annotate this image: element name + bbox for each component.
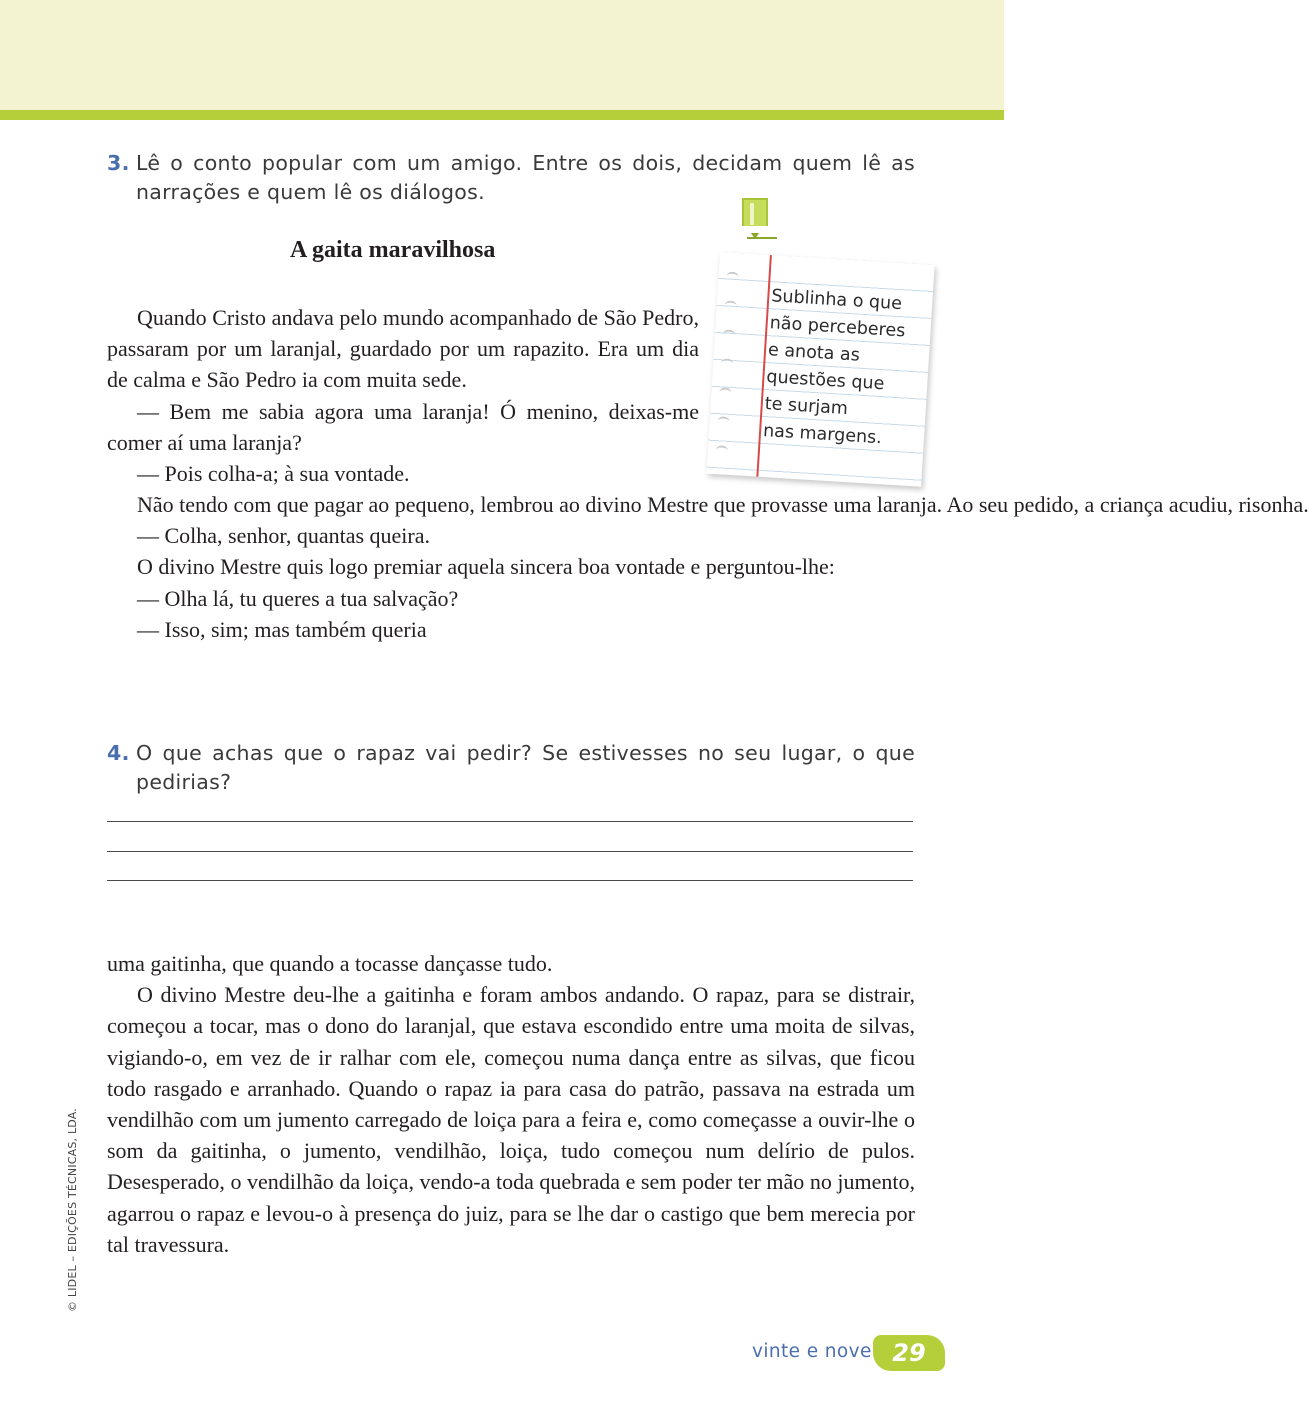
answer-line[interactable]	[107, 851, 913, 852]
story-paragraph: Quando Cristo andava pelo mundo acompanhado de São Pedro, passaram por um laranjal, guardado por um rapazito. Era um dia de calma e São Pedro ia com muita sede.	[107, 305, 699, 393]
note-line: Sublinha o que	[770, 286, 903, 315]
note-line: e anota as	[767, 340, 861, 366]
story-dialogue: — Pois colha-a; à sua vontade.	[137, 461, 410, 487]
note-text	[762, 283, 932, 454]
story-part-1-wide	[107, 489, 1309, 645]
exercise-3	[107, 149, 915, 207]
story-dialogue: — Colha, senhor, quantas queira.	[137, 523, 430, 549]
sticky-note	[706, 252, 934, 487]
page-number-badge: 29	[873, 1335, 945, 1371]
story-title: A gaita maravilhosa	[290, 237, 496, 263]
story-part-2	[107, 948, 915, 1260]
story-paragraph: uma gaitinha, que quando a tocasse dançasse tudo.	[107, 951, 553, 976]
exercise-3-number: 3.	[107, 151, 130, 175]
exercise-4-number: 4.	[107, 741, 130, 765]
story-paragraph: Não tendo com que pagar ao pequeno, lembrou ao divino Mestre que provasse uma laranja. Ao seu pedido, a criança acudiu, risonha.	[137, 492, 1309, 517]
arrow-down-icon	[747, 233, 777, 243]
note-line: questões que	[765, 367, 885, 395]
story-dialogue: — Bem me sabia agora uma laranja! Ó menino, deixas-me comer aí uma laranja?	[107, 398, 699, 455]
story-dialogue: — Isso, sim; mas também queria	[137, 616, 427, 642]
header-band	[0, 0, 1004, 110]
note-line: não perceberes	[769, 313, 906, 342]
note-line: nas margens.	[762, 420, 883, 449]
copyright: © LIDEL – EDIÇÕES TÉCNICAS, LDA.	[66, 1108, 79, 1312]
exercise-3-text: Lê o conto popular com um amigo. Entre os dois, decidam quem lê as narrações e quem lê os diálogos.	[136, 151, 915, 204]
header-rule	[0, 110, 1004, 120]
page-number-words: vinte e nove	[752, 1341, 872, 1362]
bookmark-icon	[742, 198, 768, 226]
story-dialogue: — Olha lá, tu queres a tua salvação?	[137, 585, 459, 611]
story-paragraph: O divino Mestre deu-lhe a gaitinha e foram ambos andando. O rapaz, para se distrair, começou a tocar, mas o dono do laranjal, que estava escondido entre uma moita de silvas, vigiando-o, em vez de ir ralhar com ele, começou numa dança entre as silvas, que ficou todo rasgado e arranhado. Quando o rapaz ia para casa do patrão, passava na estrada um vendilhão com um jumento carregado de loiça para a feira e, como começasse a ouvir-lhe o som da gaitinha, o jumento, vendilhão, loiça, tudo começou num delírio de pulos. Desesperado, o vendilhão da loiça, vendo-a toda quebrada e sem poder ter mão no jumento, agarrou o rapaz e levou-o à presença do juiz, para se lhe dar o castigo que bem merecia por tal travessura.	[107, 982, 915, 1257]
exercise-4	[107, 739, 915, 797]
answer-line[interactable]	[107, 880, 913, 881]
spiral-holes	[716, 252, 740, 455]
exercise-4-text: O que achas que o rapaz vai pedir? Se estivesses no seu lugar, o que pedirias?	[136, 741, 915, 794]
story-paragraph: O divino Mestre quis logo premiar aquela sincera boa vontade e perguntou-lhe:	[137, 554, 835, 580]
story-part-1-narrow	[107, 302, 699, 489]
note-line: te surjam	[764, 394, 849, 420]
answer-line[interactable]	[107, 821, 913, 822]
